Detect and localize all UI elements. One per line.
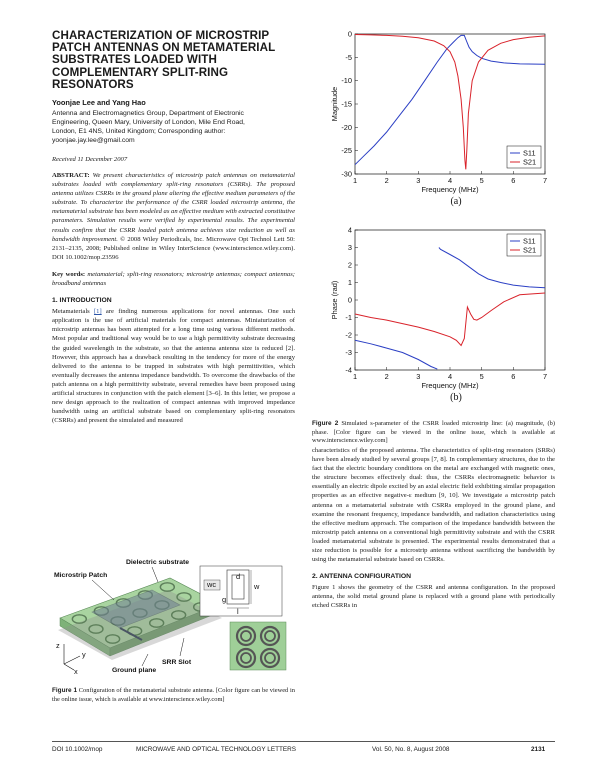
- x-tick-label: 4: [447, 372, 453, 381]
- footer-journal: MICROWAVE AND OPTICAL TECHNOLOGY LETTERS: [136, 746, 297, 753]
- footer-rule: [52, 741, 555, 742]
- dim-g-label: g: [222, 595, 227, 604]
- leader-srr-slot: [180, 638, 184, 656]
- abstract-citation: © 2008 Wiley Periodicals, Inc. Microwave Opt Technol Lett 50: 2131–2135, 2008; Published online in Wiley InterScience (www.interscience.wiley.com). DOI 10.1002/mop.23596: [52, 235, 295, 261]
- x-tick-label: 2: [384, 372, 389, 381]
- dim-d-label: d: [236, 572, 241, 581]
- x-tick-label: 7: [542, 372, 548, 381]
- y-tick-label: -25: [341, 146, 352, 156]
- section-heading-introduction: 1. INTRODUCTION: [52, 297, 112, 305]
- y-tick-label: 0: [347, 295, 352, 305]
- footer-doi: DOI 10.1002/mop: [52, 746, 103, 753]
- right-paragraph-1: characteristics of the proposed antenna. The characteristics of split-ring resonators (SRRs) have been already studied by several groups [7, 8]. In complementary structures, due to the fact that the electric boundary conditions on the metal are exchanged with magnetic ones, the structure becomes effectively dual: thus, the CSRRs electromagnetic behavior is essentially an electric dipole excited by an axial electric field exhibiting similar propagation properties as an effective negative-ε medium [9, 10]. We investigate a microstrip patch antenna on a metamaterial substrate with CSRRs employed in the ground plane, and examine the resonant frequency, impedance bandwidth, and radiation characteristics using the effective medium approach. The comparison of the impedance bandwidth between the microstrip patch antenna on a conventional high permittivity substrate and with the CSRR loaded metamaterial substrate is presented. The experimental results demonstrated that a size reduction is possible for a microstrip antenna without sacrificing the bandwidth by using the metamaterial substrate based on CSRRs.: [312, 447, 555, 564]
- keywords-text: metamaterial; split-ring resonators; microstrip antennas; compact antennas; broadband antennas: [52, 270, 295, 288]
- figure-1-illustration: [52, 556, 295, 674]
- left-column: [52, 30, 295, 425]
- y-tick-label: 1: [347, 278, 352, 287]
- introduction-paragraph: [52, 307, 295, 425]
- y-tick-label: 3: [347, 243, 352, 252]
- legend-entry: S11: [523, 148, 536, 158]
- leader-dielectric: [152, 567, 158, 582]
- chart-phase: [330, 226, 547, 404]
- x-tick-label: 3: [416, 176, 421, 185]
- intro-text-start: Metamaterials: [52, 308, 90, 316]
- label-microstrip-patch: Microstrip Patch: [54, 572, 108, 579]
- x-tick-label: 7: [542, 176, 548, 185]
- abstract: [52, 171, 295, 262]
- section-heading-antenna-configuration: 2. ANTENNA CONFIGURATION: [312, 573, 412, 581]
- label-dielectric-substrate: Dielectric substrate: [126, 559, 190, 566]
- footer-page-number: 2131: [531, 746, 546, 753]
- y-tick-label: 4: [347, 225, 352, 235]
- right-column-text: [312, 446, 555, 611]
- x-axis-label: Frequency (MHz): [421, 381, 479, 390]
- reference-link[interactable]: [1]: [93, 308, 102, 316]
- y-tick-label: -15: [341, 99, 352, 109]
- y-tick-label: -5: [345, 52, 352, 62]
- figure-2: [325, 28, 557, 408]
- subfigure-label: (a): [450, 196, 462, 207]
- y-tick-label: 2: [347, 260, 352, 270]
- author-email: yoonjae.jay.lee@gmail.com: [52, 137, 135, 145]
- x-tick-label: 6: [511, 176, 516, 185]
- y-tick-label: -3: [345, 348, 352, 357]
- subfigure-label: (b): [450, 392, 462, 403]
- dim-w-label: w: [254, 582, 260, 591]
- paper-authors: Yoonjae Lee and Yang Hao: [52, 98, 146, 108]
- dim-l-label: l: [237, 607, 239, 616]
- axis-x-label: x: [74, 667, 78, 674]
- leader-ground: [142, 654, 148, 666]
- coordinate-axes: [56, 641, 86, 674]
- x-tick-label: 1: [352, 372, 358, 381]
- legend-entry: S11: [523, 236, 536, 246]
- y-tick-label: -4: [345, 365, 352, 375]
- figure-1-caption-label: Figure 1: [52, 687, 78, 694]
- axis-z-label: z: [56, 641, 60, 650]
- figure-2-caption-text: Simulated s-parameter of the CSRR loaded microstrip line: (a) magnitude, (b) phase. [Color figure can be viewed in the online issue, which is available at www.interscience.wiley.com]: [312, 420, 555, 445]
- affiliation-line: Engineering, Queen Mary, University of London, Mile End Road,: [52, 119, 245, 127]
- x-tick-label: 3: [416, 372, 421, 381]
- figure-2-caption: [312, 420, 555, 446]
- y-axis-label: Magnitude: [330, 86, 339, 122]
- figure-2-caption-label: Figure 2: [312, 420, 339, 427]
- y-tick-label: -1: [345, 313, 352, 322]
- figure-1-caption: [52, 687, 295, 704]
- y-axis-label: Phase (rad): [330, 280, 339, 320]
- y-tick-label: -10: [341, 76, 352, 86]
- label-srr-slot: SRR Slot: [162, 659, 192, 666]
- x-tick-label: 6: [511, 372, 516, 381]
- received-date: Received 11 December 2007: [52, 156, 128, 164]
- affiliation-line: London, E1 4NS, United Kingdom; Corresponding author:: [52, 128, 226, 136]
- figure-1: [52, 556, 295, 674]
- dim-wc-label: wc: [207, 580, 217, 589]
- paper-title: CHARACTERIZATION OF MICROSTRIP PATCH ANTENNAS ON METAMATERIAL SUBSTRATES LOADED WITH COMPLEMENTARY SPLIT-RING RESONATORS: [52, 29, 276, 91]
- y-tick-label: -30: [341, 169, 352, 179]
- figure-1-caption-text: Configuration of the metamaterial substrate antenna. [Color figure can be viewed in the online issue, which is available at www.interscience.wiley.com]: [52, 687, 295, 703]
- figure-2-charts: [325, 28, 557, 408]
- footer-volume: Vol. 50, No. 8, August 2008: [372, 746, 450, 753]
- legend-entry: S21: [523, 157, 537, 167]
- x-tick-label: 5: [479, 372, 484, 381]
- intro-text-rest: are finding numerous applications for novel antennas. One such application is the use of artificial materials for compact antennas. Miniaturization of microstrip antennas has been attempted for a long time using various different methods. Most popular and traditional way would be to use a high permittivity substrate decreasing the guided wavelength in the substrate, so that the antenna antenna size is reduced [2]. However, this approach has a drawback resulting in the tendency for more of the energy delivered to the antenna to be trapped in substrates with high permittivities, which eventually decreases the antenna impedance bandwidth. To overcome the drawbacks of the patch antenna on a high permittivity substrate, several remedies have been proposed using artificial structures in conjunction with the patch element [3–6]. In this letter, we propose a new design approach to the realization of compact antennas with improved impedance bandwidth using an artificial substrate based on complementary split-ring resonators (CSRRs) and present the simulated and measured: [52, 308, 295, 425]
- legend-entry: S21: [523, 245, 537, 255]
- abstract-text: We present characteristics of microstrip patch antennas on metamaterial substrates loaded with complementary split-ring resonators (CSRRs). The proposed antenna utilizes CSRRs in the ground plane altering the effective medium parameters of the substrate. To characterize the performance of the CSRR loaded microstrip antenna, the metamaterial substrate has been modeled as an effective medium with extracted constitutive parameters. Simulation results were verified by experimental results. The experimental results confirm that the CSRR loaded patch antenna achieves size reduction as well as bandwidth improvement.: [52, 172, 295, 243]
- x-tick-label: 1: [352, 176, 358, 185]
- x-tick-label: 5: [479, 176, 484, 185]
- x-axis-label: Frequency (MHz): [421, 185, 479, 194]
- abstract-label: ABSTRACT:: [52, 172, 90, 180]
- right-paragraph-2: Figure 1 shows the geometry of the CSRR and antenna configuration. In the proposed antenna, the solid metal ground plane is replaced with a ground plane with periodically etched CSRRs in: [312, 584, 555, 610]
- keywords-label: Key words:: [52, 270, 86, 278]
- keywords: [52, 270, 295, 288]
- chart-magnitude: [330, 30, 547, 208]
- x-tick-label: 4: [447, 176, 453, 185]
- csrr-ring-detail: [230, 622, 286, 670]
- csrr-dimension-inset: [200, 566, 282, 616]
- affiliation-line: Antenna and Electromagnetics Group, Department of Electronic: [52, 110, 244, 118]
- y-tick-label: -20: [341, 122, 352, 132]
- author-affiliation: [52, 109, 295, 145]
- leader-patch: [92, 580, 114, 600]
- y-tick-label: 0: [347, 29, 352, 39]
- x-tick-label: 2: [384, 176, 389, 185]
- axis-y-label: y: [82, 650, 86, 659]
- label-ground-plane: Ground plane: [112, 667, 157, 674]
- y-tick-label: -2: [345, 330, 352, 340]
